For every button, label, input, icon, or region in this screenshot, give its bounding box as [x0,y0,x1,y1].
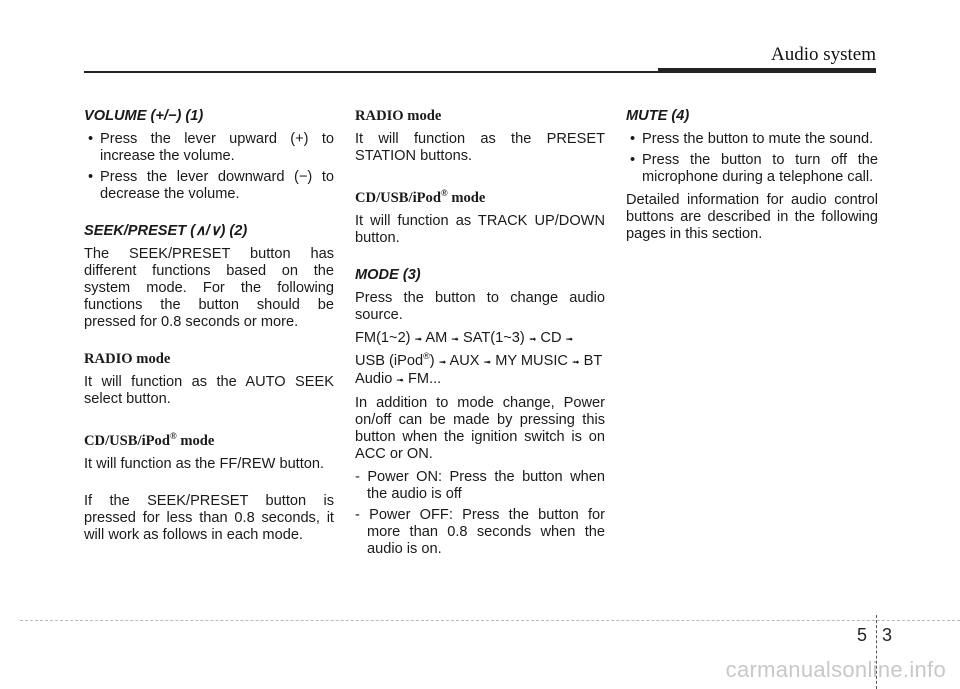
power-off-note: - Power OFF: Press the button for more than 0.8 seconds when the audio is on. [355,506,605,557]
arrow-right-icon: ➟ [565,333,574,344]
radio-mode-heading: RADIO mode [355,108,442,124]
arrow-right-icon: ➟ [571,356,580,367]
arrow-right-icon: ➟ [451,333,459,344]
column-1 [84,108,334,550]
cd-usb-ipod-mode-heading: CD/USB/iPod® mode [355,188,486,206]
arrow-right-icon: ➟ [483,356,492,367]
header-rule [84,71,664,73]
arrow-right-icon: ➟ [396,374,404,385]
column-3 [626,108,878,249]
chapter-number: 5 [857,625,868,645]
mode-description: Press the button to change audio source. [355,289,605,323]
arrow-right-icon: ➟ [438,356,447,367]
section-title: Audio system [770,44,876,65]
list-item: • Press the lever downward (−) to decrease the volume. [88,169,334,202]
seek-preset-heading: SEEK/PRESET (∧/∨) (2) [84,223,248,239]
mute-list [626,131,878,186]
footer-divider [20,620,960,621]
power-on-note: - Power ON: Press the button when the audio is off [355,468,605,502]
short-press-text: If the SEEK/PRESET button is pressed for less than 0.8 seconds, it will work as follows in each mode. [84,492,334,543]
arrow-right-icon: ➟ [528,333,537,344]
bullet-icon: • [630,131,636,147]
registered-mark: ® [423,350,430,361]
radio-mode-heading: RADIO mode [84,351,171,367]
seek-preset-description: The SEEK/PRESET button has different functions based on the system mode. For the following functions the button should be pressed for 0.8 seconds or more. [84,246,334,330]
cd-usb-ipod-mode-heading: CD/USB/iPod® mode [84,431,215,449]
cd-usb-ipod-mode-text: It will function as the FF/REW button. [84,455,325,472]
volume-list [84,131,334,203]
watermark: carmanualsonline.info [725,657,946,682]
registered-mark: ® [440,188,448,198]
bullet-icon: • [88,131,94,147]
cd-usb-ipod-mode-text: It will function as TRACK UP/DOWN button. [355,212,605,246]
registered-mark: ® [169,431,177,441]
list-item: • Press the lever upward (+) to increase the volume. [88,131,334,164]
power-description: In addition to mode change, Power on/off can be made by pressing this button when the ignition switch is on ACC or ON. [355,394,605,462]
detail-text: Detailed information for audio control buttons are described in the following pages in this section. [626,192,878,242]
header-rule-accent [658,68,876,73]
bullet-icon: • [630,152,636,168]
list-item: • Press the button to turn off the microphone during a telephone call. [630,152,878,185]
bullet-icon: • [88,169,94,185]
mode-heading: MODE (3) [355,266,421,283]
list-item: • Press the button to mute the sound. [630,131,874,147]
radio-mode-text: It will function as the PRESET STATION buttons. [355,131,605,164]
radio-mode-text: It will function as the AUTO SEEK select button. [84,374,334,407]
mute-heading: MUTE (4) [626,108,690,124]
arrow-right-icon: ➟ [414,333,423,344]
mode-sequence: FM(1~2) ➟ AM ➟ SAT(1~3) ➟ CD ➟ USB (iPod®) ➟ AUX ➟ MY MUSIC ➟ BT Audio ➟ FM... [355,329,602,387]
page-number: 3 [882,625,893,645]
column-2 [355,108,605,562]
volume-heading: VOLUME (+/−) (1) [84,108,204,124]
